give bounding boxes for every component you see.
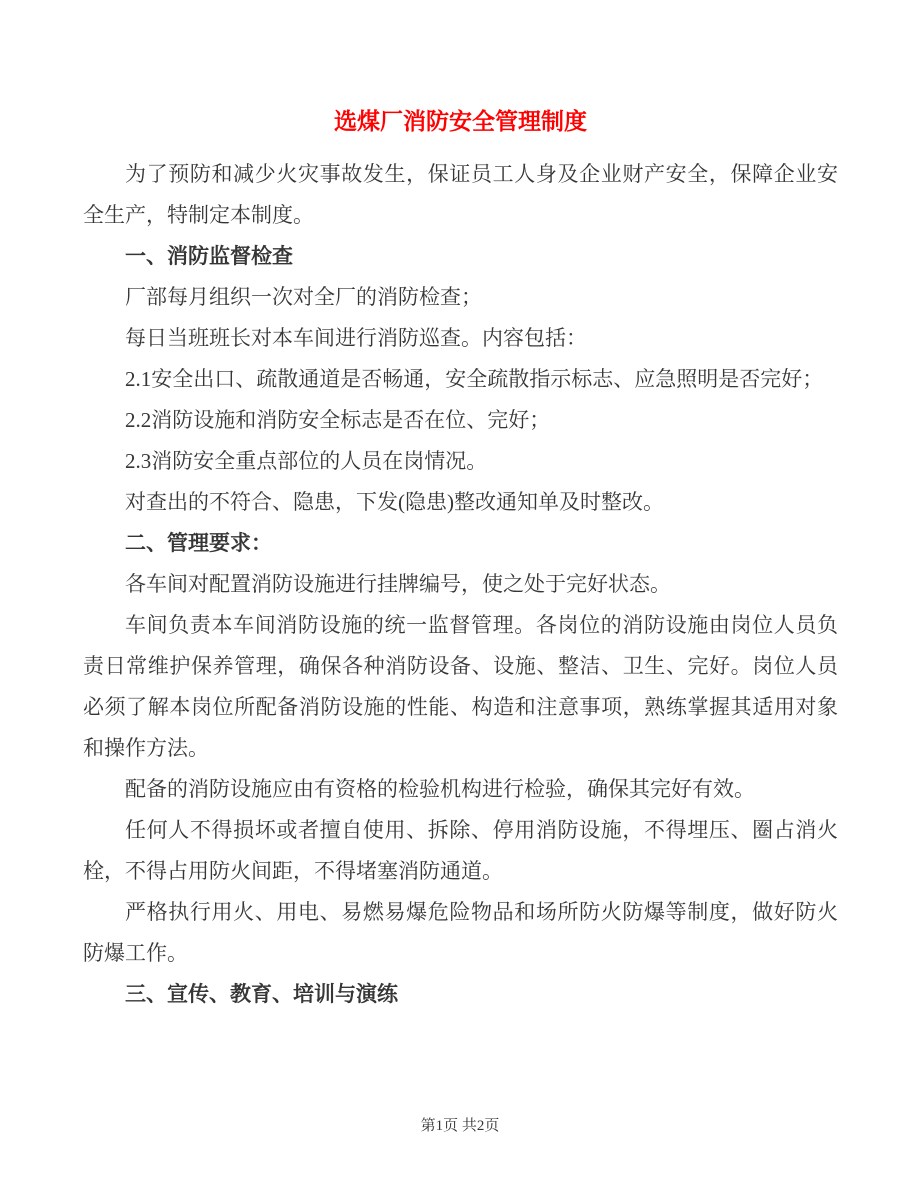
body-paragraph: 每日当班班长对本车间进行消防巡查。内容包括： <box>125 326 587 350</box>
body-paragraph: 厂部每月组织一次对全厂的消防检查； <box>125 285 482 309</box>
section-heading: 二、管理要求： <box>125 531 272 555</box>
body-paragraph: 车间负责本车间消防设施的统一监督管理。各岗位的消防设施由岗位人员负责日常维护保养管理，确保各种消防设备、设施、整洁、卫生、完好。岗位人员必须了解本岗位所配备消防设施的性能、构造和注意事项，熟练掌握其适用对象和操作方法。 <box>83 613 838 760</box>
document-title: 选煤厂消防安全管理制度 <box>334 109 587 134</box>
body-paragraph: 2.2消防设施和消防安全标志是否在位、完好； <box>125 408 551 432</box>
body-paragraph: 2.1安全出口、疏散通道是否畅通，安全疏散指示标志、应急照明是否完好； <box>125 367 824 391</box>
page-footer <box>0 1117 920 1135</box>
page-number-label: 第1页 共2页 <box>420 1118 500 1134</box>
body-paragraph: 配备的消防设施应由有资格的检验机构进行检验，确保其完好有效。 <box>125 777 755 801</box>
document-body <box>83 154 838 1015</box>
body-paragraph: 严格执行用火、用电、易燃易爆危险物品和场所防火防爆等制度，做好防火防爆工作。 <box>83 900 838 965</box>
body-paragraph: 对查出的不符合、隐患，下发(隐患)整改通知单及时整改。 <box>125 490 664 514</box>
section-heading: 三、宣传、教育、培训与演练 <box>125 982 398 1006</box>
document-page <box>83 106 838 1015</box>
section-heading: 一、消防监督检查 <box>125 244 293 268</box>
body-paragraph: 任何人不得损坏或者擅自使用、拆除、停用消防设施，不得埋压、圈占消火栓，不得占用防火间距，不得堵塞消防通道。 <box>83 818 838 883</box>
body-paragraph: 为了预防和减少火灾事故发生，保证员工人身及企业财产安全，保障企业安全生产，特制定本制度。 <box>83 162 838 227</box>
body-paragraph: 各车间对配置消防设施进行挂牌编号，使之处于完好状态。 <box>125 572 671 596</box>
body-paragraph: 2.3消防安全重点部位的人员在岗情况。 <box>125 449 488 473</box>
